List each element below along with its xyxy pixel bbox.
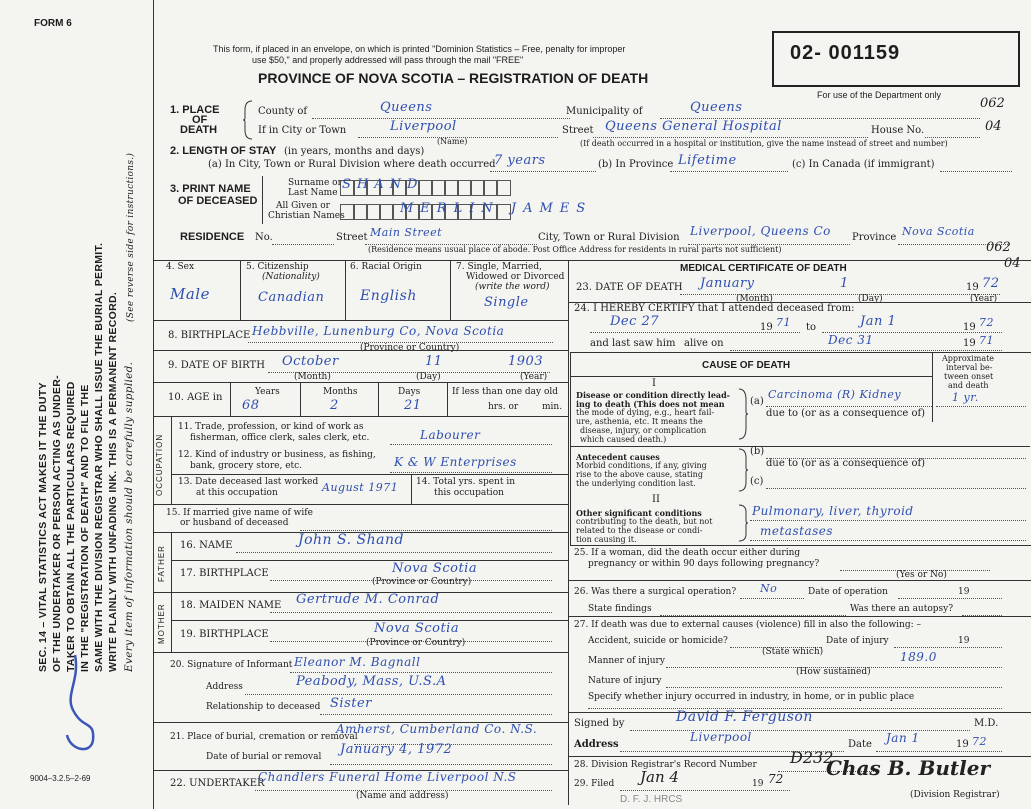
pregnancy-label-1: 25. If a woman, did the death occur either during — [574, 548, 801, 558]
side-instruction-5: SAME WITH THE DIVISION REGISTRAR WHO SHALL ISSUE THE BURIAL PERMIT. — [93, 242, 105, 672]
stay-city-label: (a) In City, Town or Rural Division where death occurred — [208, 159, 496, 170]
spouse-label-1: 15. If married give name of wife — [166, 508, 313, 518]
medical-certificate-title: MEDICAL CERTIFICATE OF DEATH — [680, 263, 847, 274]
accident-label: Accident, suicide or homicide? — [588, 636, 728, 646]
age-days-value: 21 — [404, 398, 422, 413]
residence-note: (Residence means usual place of abode. Post Office Address for residents in rural parts not sufficient) — [368, 245, 782, 254]
street-label: Street — [562, 125, 594, 136]
house-no-label: House No. — [871, 125, 925, 136]
division-registrar-hint: (Division Registrar) — [910, 790, 1000, 800]
father-birthplace-label: 17. BIRTHPLACE — [180, 568, 269, 579]
surname-label-1: Surname or — [288, 178, 342, 188]
state-findings-label: State findings — [588, 604, 652, 614]
md-label: M.D. — [974, 718, 999, 729]
autopsy-label: Was there an autopsy? — [850, 604, 954, 614]
relationship-label: Relationship to deceased — [206, 702, 321, 712]
disease-label-1: Disease or condition directly lead- — [576, 390, 730, 400]
injury-nineteen: 19 — [958, 636, 970, 646]
surgery-value: No — [760, 582, 778, 595]
dept-use-label: For use of the Department only — [817, 90, 942, 100]
mother-birthplace-value: Nova Scotia — [374, 621, 460, 636]
death-nineteen: 19 — [966, 282, 979, 293]
cause-c-label: (c) — [750, 476, 764, 487]
county-label: County of — [258, 106, 308, 117]
disease-label-2: ing to death (This does not mean — [576, 399, 725, 409]
death-month-value: January — [700, 276, 755, 291]
less-than-day-label: If less than one day old — [452, 387, 559, 397]
mother-birthplace-label: 19. BIRTHPLACE — [180, 629, 269, 640]
death-year-hint: (Year) — [970, 294, 998, 304]
certify-label: 24. I HEREBY CERTIFY that I attended deceased from: — [574, 303, 855, 314]
mailing-notice-2: use $50," and properly addressed will pass through the mail "FREE" — [252, 55, 524, 65]
other-bracket-icon — [738, 504, 748, 542]
city-value: Liverpool — [390, 119, 457, 134]
residence-street-value: Main Street — [370, 226, 443, 239]
operation-nineteen: 19 — [958, 587, 970, 597]
antecedent-label-2: Morbid conditions, if any, giving — [576, 461, 707, 470]
spouse-label-2: or husband of deceased — [180, 518, 289, 528]
mother-tab: MOTHER — [157, 603, 166, 644]
pregnancy-label-2: pregnancy or within 90 days following pregnancy? — [588, 559, 820, 569]
place-of-death-label-2: OF — [192, 114, 208, 126]
interval-label-3: tween onset — [944, 372, 994, 381]
marital-label-2: Widowed or Divorced — [466, 272, 565, 282]
age-months-value: 2 — [330, 398, 339, 413]
burial-date-value: January 4, 1972 — [340, 742, 453, 757]
informant-address-value: Peabody, Mass, U.S.A — [296, 674, 447, 689]
side-instruction-2: OF THE UNDERTAKER OR PERSON ACTING AS UNDER- — [51, 375, 63, 672]
med-year-value: 72 — [972, 735, 987, 748]
trade-value: Labourer — [420, 428, 481, 442]
attended-from-year: 71 — [776, 316, 791, 329]
informant-label: 20. Signature of Informant — [170, 660, 293, 670]
section-ii: II — [652, 494, 660, 505]
margin-signature-mark — [55, 650, 115, 760]
disease-label-6: which caused death.) — [580, 435, 667, 444]
attended-to-nineteen: 19 — [963, 322, 976, 333]
last-worked-label-2: at this occupation — [196, 488, 278, 498]
informant-address-label: Address — [206, 682, 243, 692]
last-saw-year: 71 — [979, 334, 994, 347]
signed-by-value: David F. Ferguson — [676, 709, 813, 725]
other-label-2: contributing to the death, but not — [576, 517, 713, 526]
residence-code-2: 04 — [1004, 256, 1021, 271]
municipality-value: Queens — [690, 100, 743, 115]
industry-value: K & W Enterprises — [394, 455, 517, 469]
manner-code-value: 189.0 — [900, 650, 937, 664]
dob-day-value: 11 — [425, 354, 443, 369]
antecedent-label-3: rise to the above cause, stating — [576, 470, 703, 479]
father-tab: FATHER — [157, 545, 166, 582]
residence-no-label: No. — [255, 232, 273, 243]
county-value: Queens — [380, 100, 433, 115]
death-year-value: 72 — [982, 276, 1000, 291]
given-label-2: Christian Names — [268, 211, 345, 221]
last-saw-label: and last saw him — [590, 338, 676, 349]
cause-header: CAUSE OF DEATH — [702, 360, 791, 371]
marital-value: Single — [484, 295, 529, 310]
attended-to-label: to — [806, 322, 817, 333]
registrar-number-label: 28. Division Registrar's Record Number — [574, 760, 757, 770]
date-of-death-label: 23. DATE OF DEATH — [576, 282, 683, 293]
place-of-death-label-1: 1. PLACE — [170, 104, 220, 116]
section-i: I — [652, 378, 656, 389]
med-date-label: Date — [848, 739, 872, 750]
cause-a-value: Carcinoma (R) Kidney — [768, 388, 902, 401]
undertaker-hint: (Name and address) — [356, 791, 449, 801]
med-date-value: Jan 1 — [886, 731, 920, 745]
dob-label: 9. DATE OF BIRTH — [168, 360, 265, 371]
specify-injury-label: Specify whether injury occurred in industry, in home, or in public place — [588, 692, 915, 702]
hrs-or-label: hrs. or — [488, 402, 519, 412]
registration-number: 02- 001159 — [790, 42, 901, 64]
dept-code-1: 062 — [980, 96, 1005, 111]
due-to-b: due to (or as a consequence of) — [766, 458, 926, 469]
last-worked-value: August 1971 — [322, 481, 399, 494]
interval-a-value: 1 yr. — [952, 391, 979, 404]
stay-province-value: Lifetime — [678, 153, 737, 168]
registrar-signature: Chas B. Butler — [826, 756, 991, 780]
undertaker-value: Chandlers Funeral Home Liverpool N.S — [258, 770, 517, 784]
side-instruction-8: (See reverse side for instructions.) — [126, 152, 136, 322]
stamp-text: D. F. J. HRCS — [620, 794, 683, 805]
hospital-note: (If death occurred in a hospital or institution, give the name instead of street and number) — [580, 139, 948, 148]
interval-label-4: and death — [948, 381, 989, 390]
length-of-stay-hint: (in years, months and days) — [284, 146, 425, 157]
side-instruction-1: SEC. 14 – VITAL STATISTICS ACT MAKES IT THE DUTY — [37, 382, 49, 672]
date-operation-label: Date of operation — [808, 587, 888, 597]
filed-nineteen: 19 — [752, 779, 764, 789]
given-label-1: All Given or — [276, 201, 330, 211]
sex-value: Male — [170, 285, 210, 303]
other-conditions-value-1: Pulmonary, liver, thyroid — [752, 504, 914, 518]
letter-box — [496, 180, 511, 196]
surname-value: SHAND — [342, 177, 424, 192]
birthplace-value: Hebbville, Lunenburg Co, Nova Scotia — [252, 324, 505, 338]
father-name-label: 16. NAME — [180, 540, 233, 551]
residence-city-value: Liverpool, Queens Co — [690, 224, 831, 238]
stay-canada-label: (c) In Canada (if immigrant) — [792, 159, 935, 170]
burial-place-label: 21. Place of burial, cremation or removal — [170, 732, 358, 742]
side-instruction-6: WRITE PLAINLY WITH UNFADING INK. THIS IS A PERMANENT RECORD. — [107, 291, 119, 672]
residence-code-1: 062 — [986, 240, 1011, 255]
med-address-value: Liverpool — [690, 730, 752, 744]
citizenship-value: Canadian — [258, 290, 325, 305]
cause-bracket-icon — [738, 388, 748, 440]
racial-origin-value: English — [360, 288, 417, 304]
maiden-name-label: 18. MAIDEN NAME — [180, 600, 282, 611]
total-years-label-2: this occupation — [434, 488, 504, 498]
municipality-label: Municipality of — [566, 106, 643, 117]
birthplace-label: 8. BIRTHPLACE — [168, 330, 251, 341]
death-day-value: 1 — [840, 276, 849, 291]
burial-date-label: Date of burial or removal — [206, 752, 322, 762]
father-birthplace-hint: (Province or Country) — [372, 577, 472, 587]
trade-label-2: fisherman, office clerk, sales clerk, etc. — [190, 433, 370, 443]
maiden-name-value: Gertrude M. Conrad — [296, 592, 440, 607]
interval-label-1: Approximate — [942, 354, 995, 363]
age-years-value: 68 — [242, 398, 260, 413]
cause-b-label: (b) — [750, 446, 765, 457]
attended-from-nineteen: 19 — [760, 322, 773, 333]
total-years-label-1: 14. Total yrs. spent in — [416, 477, 515, 487]
med-address-label: Address — [574, 739, 619, 750]
interval-label-2: interval be- — [946, 363, 993, 372]
burial-place-value: Amherst, Cumberland Co. N.S. — [336, 722, 538, 736]
filed-year-value: 72 — [768, 772, 784, 786]
age-months-label: Months — [323, 387, 358, 397]
nature-injury-label: Nature of injury — [588, 676, 662, 686]
dob-year-hint: (Year) — [520, 372, 548, 382]
manner-injury-label: Manner of injury — [588, 656, 665, 666]
length-of-stay-label: 2. LENGTH OF STAY — [170, 145, 277, 157]
surname-label-2: Last Name — [288, 188, 338, 198]
other-conditions-value-2: metastases — [760, 524, 834, 538]
form-left-border — [153, 0, 154, 809]
father-birthplace-value: Nova Scotia — [392, 561, 478, 576]
house-no-value: 04 — [985, 119, 1002, 134]
other-label-3: related to the disease or condi- — [576, 526, 703, 535]
other-label-1: Other significant conditions — [576, 508, 702, 518]
external-causes-label: 27. If death was due to external causes (violence) fill in also the following: – — [574, 620, 922, 630]
racial-origin-label: 6. Racial Origin — [350, 262, 422, 272]
citizenship-label: 5. Citizenship — [246, 262, 309, 272]
side-instruction-3: TAKER TO OBTAIN ALL THE PARTICULARS REQUIRED — [65, 381, 77, 672]
stay-city-value: 7 years — [494, 153, 546, 168]
side-instruction-4: IN THE "REGISTRATION OF DEATH" AND TO FILE THE — [79, 384, 91, 672]
cause-a-label: (a) — [750, 396, 764, 407]
mailing-notice-1: This form, if placed in an envelope, on which is printed "Dominion Statistics – Free, penalty for improper — [213, 44, 626, 54]
min-label: min. — [542, 402, 563, 412]
industry-label-1: 12. Kind of industry or business, as fishing, — [178, 450, 376, 460]
antecedent-label-4: the underlying condition last. — [576, 479, 696, 488]
dob-year-value: 1903 — [508, 354, 544, 369]
relationship-value: Sister — [330, 696, 372, 711]
residence-province-value: Nova Scotia — [902, 225, 975, 238]
medical-column-divider — [568, 260, 569, 805]
death-month-hint: (Month) — [736, 294, 773, 304]
footer-code: 9004–3.2.5–2-69 — [30, 774, 91, 783]
due-to-a: due to (or as a consequence of) — [766, 408, 926, 419]
residence-province-label: Province — [852, 232, 897, 243]
place-of-death-label-3: DEATH — [180, 124, 218, 136]
dob-month-value: October — [282, 354, 339, 369]
residence-city-label: City, Town or Rural Division — [538, 232, 680, 243]
age-label: 10. AGE in — [168, 392, 223, 403]
given-names-value: MERLIN JAMES — [400, 201, 593, 216]
sex-label: 4. Sex — [166, 262, 195, 272]
stay-province-label: (b) In Province — [598, 159, 674, 170]
date-injury-label: Date of injury — [826, 636, 889, 646]
nationality-label: (Nationality) — [262, 272, 320, 282]
med-nineteen: 19 — [956, 739, 969, 750]
residence-street-label: Street — [336, 232, 368, 243]
age-days-label: Days — [398, 387, 421, 397]
filed-date-value: Jan 4 — [640, 768, 679, 786]
last-worked-label-1: 13. Date deceased last worked — [178, 477, 319, 487]
bracket-icon — [243, 100, 253, 140]
signed-by-label: Signed by — [574, 718, 625, 729]
informant-value: Eleanor M. Bagnall — [294, 655, 421, 669]
state-which-hint: (State which) — [762, 647, 824, 657]
street-value: Queens General Hospital — [605, 119, 782, 134]
form-label: FORM 6 — [34, 18, 72, 29]
surgery-label: 26. Was there a surgical operation? — [574, 587, 737, 597]
undertaker-label: 22. UNDERTAKER — [170, 778, 265, 789]
antecedent-label-1: Antecedent causes — [576, 452, 660, 462]
occupation-tab: OCCUPATION — [155, 433, 164, 496]
dob-day-hint: (Day) — [416, 372, 441, 382]
attended-to-year: 72 — [979, 316, 994, 329]
print-name-label-1: 3. PRINT NAME — [170, 183, 251, 195]
attended-to-value: Jan 1 — [860, 314, 897, 329]
filed-label: 29. Filed — [574, 779, 615, 789]
city-label: If in City or Town — [258, 125, 347, 136]
form-title: PROVINCE OF NOVA SCOTIA – REGISTRATION OF DEATH — [258, 70, 649, 86]
mother-birthplace-hint: (Province or Country) — [366, 638, 466, 648]
birthplace-hint: (Province or Country) — [360, 343, 460, 353]
father-name-value: John S. Shand — [298, 532, 404, 548]
attended-from-value: Dec 27 — [610, 314, 660, 329]
disease-label-4: ure, asthenia, etc. It means the — [576, 417, 703, 426]
antecedent-bracket-icon — [738, 448, 748, 492]
registrar-number-value: D232 — [790, 748, 834, 767]
marital-label-3: (write the word) — [475, 282, 550, 292]
last-saw-nineteen: 19 — [963, 338, 976, 349]
trade-label-1: 11. Trade, profession, or kind of work as — [178, 422, 364, 432]
dob-month-hint: (Month) — [294, 372, 331, 382]
industry-label-2: bank, grocery store, etc. — [190, 461, 303, 471]
disease-label-3: the mode of dying, e.g., heart fail- — [576, 408, 715, 417]
alive-on-label: alive on — [684, 338, 724, 349]
print-name-label-2: OF DECEASED — [178, 195, 258, 207]
how-sustained-hint: (How sustained) — [796, 667, 871, 677]
last-saw-value: Dec 31 — [828, 333, 874, 347]
marital-label-1: 7. Single, Married, — [456, 262, 542, 272]
city-name-hint: (Name) — [437, 137, 468, 146]
pregnancy-yes-no: (Yes or No) — [896, 570, 947, 580]
other-label-4: tion causing it. — [576, 535, 637, 544]
disease-label-5: disease, injury, or complication — [580, 426, 707, 435]
side-instruction-7: Every item of information should be carefully supplied. — [123, 361, 135, 672]
residence-label: RESIDENCE — [180, 231, 245, 243]
age-years-label: Years — [255, 387, 280, 397]
death-day-hint: (Day) — [858, 294, 883, 304]
